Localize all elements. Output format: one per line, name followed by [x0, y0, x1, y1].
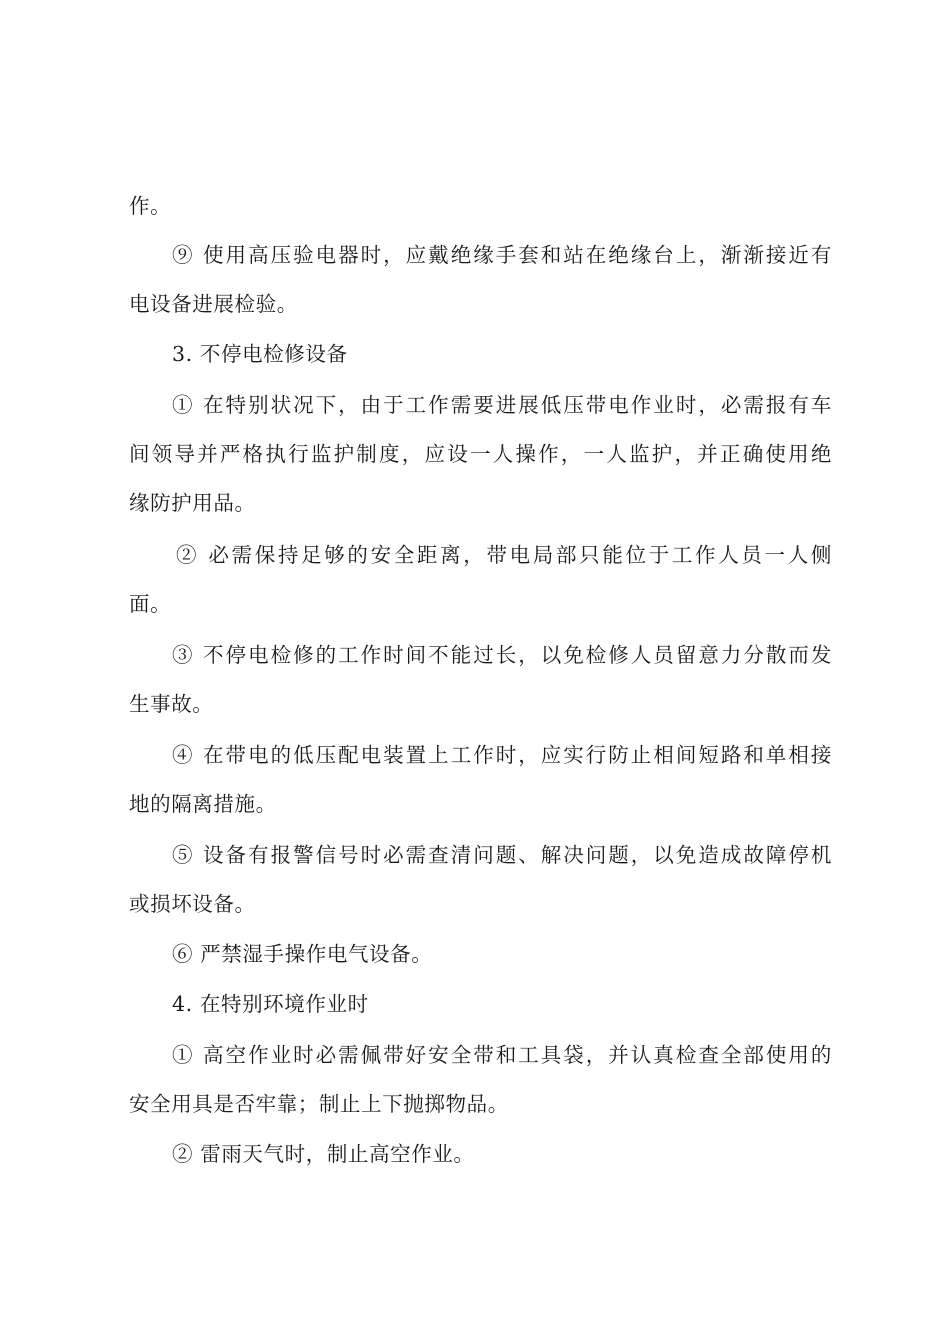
text-line: 电设备进展检验。	[129, 292, 298, 316]
text-line: ③ 不停电检修的工作时间不能过长，以免检修人员留意力分散而发	[172, 643, 832, 667]
text-line: 地的隔离措施。	[129, 792, 277, 816]
text-line: ⑨ 使用高压验电器时，应戴绝缘手套和站在绝缘台上，渐渐接近有	[172, 243, 832, 267]
text-line: ④ 在带电的低压配电装置上工作时，应实行防止相间短路和单相接	[172, 743, 832, 767]
text-line: 或损坏设备。	[129, 892, 256, 916]
text-line: 缘防护用品。	[129, 491, 256, 515]
text-line: 面。	[129, 592, 172, 616]
text-line: 间领导并严格执行监护制度，应设一人操作，一人监护，并正确使用绝	[129, 442, 832, 466]
text-line: ② 必需保持足够的安全距离，带电局部只能位于工作人员一人侧	[176, 543, 832, 567]
section-heading: 4. 在特别环境作业时	[172, 992, 369, 1016]
text-line: ② 雷雨天气时，制止高空作业。	[172, 1142, 475, 1166]
text-line: ① 在特别状况下，由于工作需要进展低压带电作业时，必需报有车	[172, 393, 832, 417]
text-line: ① 高空作业时必需佩带好安全带和工具袋，并认真检查全部使用的	[172, 1043, 832, 1067]
text-line: 安全用具是否牢靠；制止上下抛掷物品。	[129, 1092, 509, 1116]
text-line: ⑤ 设备有报警信号时必需查清问题、解决问题，以免造成故障停机	[172, 843, 832, 867]
text-line: 生事故。	[129, 692, 214, 716]
section-heading: 3. 不停电检修设备	[172, 342, 348, 366]
text-line: ⑥ 严禁湿手操作电气设备。	[172, 942, 433, 966]
text-line: 作。	[129, 194, 172, 218]
